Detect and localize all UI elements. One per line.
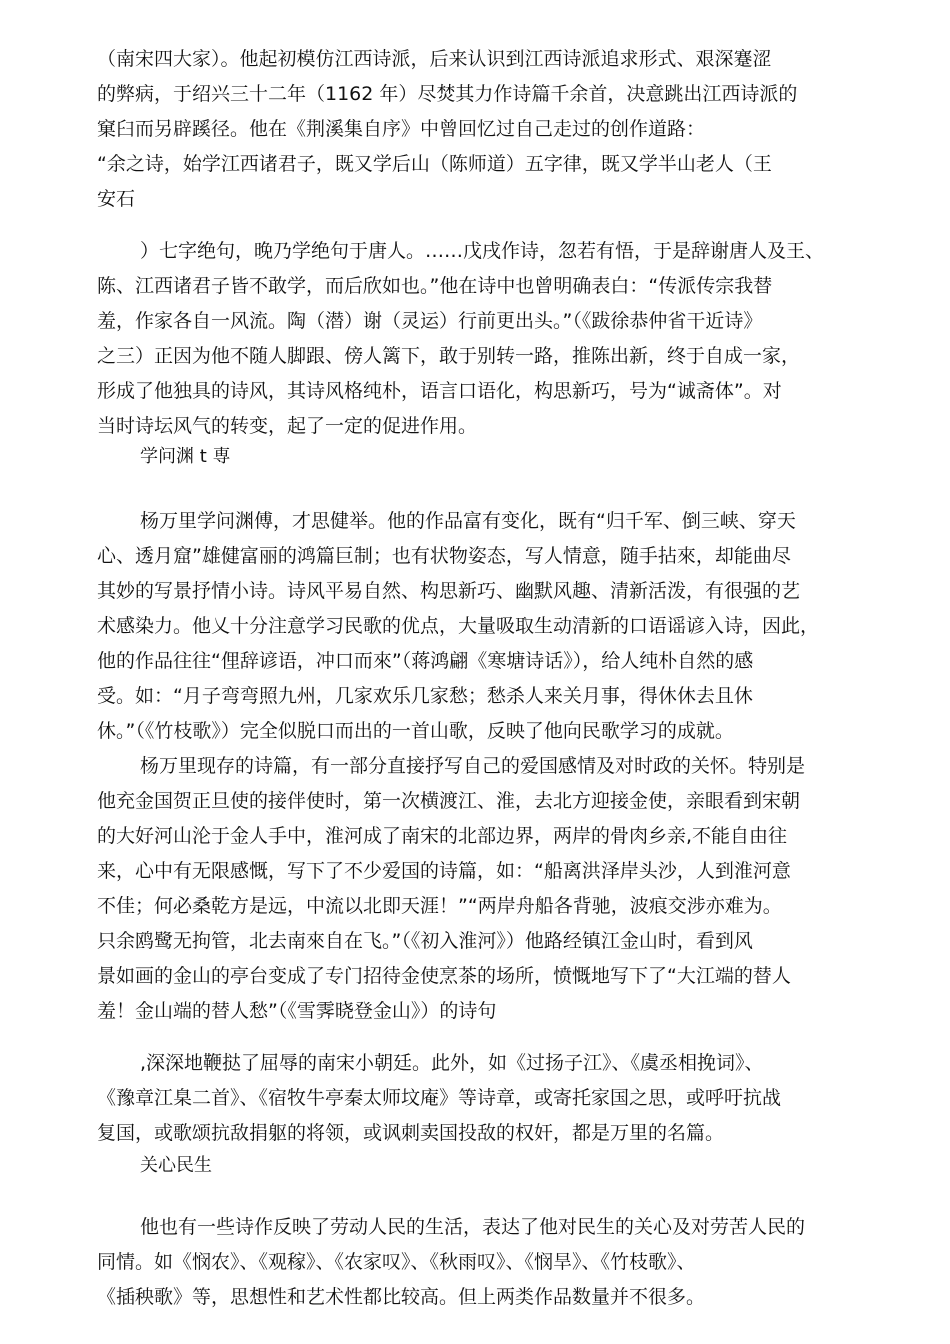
- paragraph-6-line-3: 《插秧歌》等，思想性和艺术性都比较高。但上两类作品数量并不很多。: [97, 1286, 706, 1308]
- paragraph-1-line-2: 的弊病，于绍兴三十二年（1162 年）尽焚其力作诗篇千余首，决意跳出江西诗派的: [97, 83, 798, 105]
- paragraph-6-line-1: 他也有一些诗作反映了劳动人民的生活，表达了他对民生的关心及对劳苦人民的: [140, 1216, 806, 1238]
- paragraph-3-line-1: 杨万里学问渊傅，才思健举。他的作品富有变化，既有“归千军、倒三峡、穿天: [140, 510, 796, 532]
- paragraph-5-line-1: ,深深地鞭挞了屈辱的南宋小朝廷。此外，如《过扬子江》、《虞丞相挽词》、: [140, 1052, 764, 1074]
- paragraph-4-line-5: 不佳；何必桑乾方是远，中流以北即天涯！”“两岸舟船各背驰，波痕交涉亦难为。: [97, 895, 782, 917]
- paragraph-4-line-2: 他充金国贺正旦使的接伴使时，第一次横渡江、淮，去北方迎接金使，亲眼看到宋朝: [97, 790, 801, 812]
- paragraph-3-line-6: 受。如：“月子弯弯照九州，几家欢乐几家愁；愁杀人来关月事，得休休去且休: [97, 685, 753, 707]
- paragraph-4-line-6: 只余鸥鹭无拘管，北去南來自在飞。”（《初入淮河》）他路经镇江金山时，看到风: [97, 930, 753, 952]
- section-heading-livelihood: 关心民生: [140, 1155, 212, 1176]
- paragraph-5-line-3: 复国，或歌颂抗敌捐躯的将领，或讽刺卖国投敌的权奸，都是万里的名篇。: [97, 1122, 725, 1144]
- paragraph-2-line-2: 陈、江西诸君子皆不敢学，而后欣如也。”他在诗中也曾明确表白：“传派传宗我替: [97, 275, 773, 297]
- paragraph-3-line-4: 术感染力。他乂十分注意学习民歌的优点，大量吸取生动清新的口语谣谚入诗，因此，: [97, 615, 820, 637]
- paragraph-1-line-5: 安石: [97, 188, 136, 210]
- paragraph-3-line-3: 其妙的写景抒情小诗。诗风平易自然、构思新巧、幽默风趣、清新活泼，有很强的艺: [97, 580, 801, 602]
- paragraph-1-line-1: （南宋四大家）。他起初模仿江西诗派，后来认识到江西诗派追求形式、艰深蹇涩: [97, 48, 772, 70]
- paragraph-2-line-3: 羞，作家各自一风流。陶（潜）谢（灵运）行前更出头。”（《跋徐恭仲省干近诗》: [97, 310, 763, 332]
- paragraph-3-line-7: 休。”（《竹枝歌》）完全似脱口而出的一首山歌，反映了他向民歌学习的成就。: [97, 720, 734, 742]
- paragraph-2-line-4: 之三）正因为他不随人脚跟、傍人篱下，敢于别转一路，推陈出新，终于自成一家，: [97, 345, 801, 367]
- paragraph-6-line-2: 同情。如《悯农》、《观稼》、《农家叹》、《秋雨叹》、《悯旱》、《竹枝歌》、: [97, 1251, 696, 1273]
- paragraph-1-line-4: “余之诗，始学江西诸君子，既又学后山（陈师道）五字律，既又学半山老人（王: [97, 153, 772, 175]
- paragraph-5-line-2: 《豫章江臬二首》、《宿牧牛亭秦太师坟庵》等诗章，或寄托家国之思，或呼吁抗战: [97, 1087, 782, 1109]
- paragraph-2-line-1: ）七字绝句，晚乃学绝句于唐人。……戊戌作诗，忽若有悟，于是辞谢唐人及王、: [140, 240, 825, 262]
- paragraph-4-line-7: 景如画的金山的亭台变成了专门招待金使烹茶的场所，愤慨地写下了“大江端的替人: [97, 965, 791, 987]
- paragraph-3-line-2: 心、透月窟”雄健富丽的鸿篇巨制；也有状物姿态，写人情意，随手拈來，却能曲尽: [97, 545, 791, 567]
- paragraph-4-line-8: 羞！金山端的替人愁”（《雪霁晓登金山》）的诗句: [97, 1000, 497, 1022]
- paragraph-2-line-6: 当时诗坛风气的转变，起了一定的促进作用。: [97, 415, 478, 437]
- section-heading-learning: 学问渊 t 専: [140, 446, 231, 467]
- paragraph-4-line-3: 的大好河山沦于金人手中，淮河成了南宋的北部边界，两岸的骨肉乡亲,不能自由往: [97, 825, 788, 847]
- paragraph-4-line-4: 来，心中有无限感慨，写下了不少爱国的诗篇，如：“船离洪泽岸头沙，人到淮河意: [97, 860, 791, 882]
- paragraph-3-line-5: 他的作品往往“俚辞谚语，冲口而來”（蒋鸿翩《寒塘诗话》），给人纯朴自然的感: [97, 650, 754, 672]
- paragraph-4-line-1: 杨万里现存的诗篇，有一部分直接抒写自己的爱国感情及对时政的关怀。特别是: [140, 755, 806, 777]
- paragraph-2-line-5: 形成了他独具的诗风，其诗风格纯朴，语言口语化，构思新巧，号为“诚斋体”。对: [97, 380, 782, 402]
- paragraph-1-line-3: 窠臼而另辟蹊径。他在《荆溪集自序》中曾回忆过自己走过的创作道路：: [97, 118, 706, 140]
